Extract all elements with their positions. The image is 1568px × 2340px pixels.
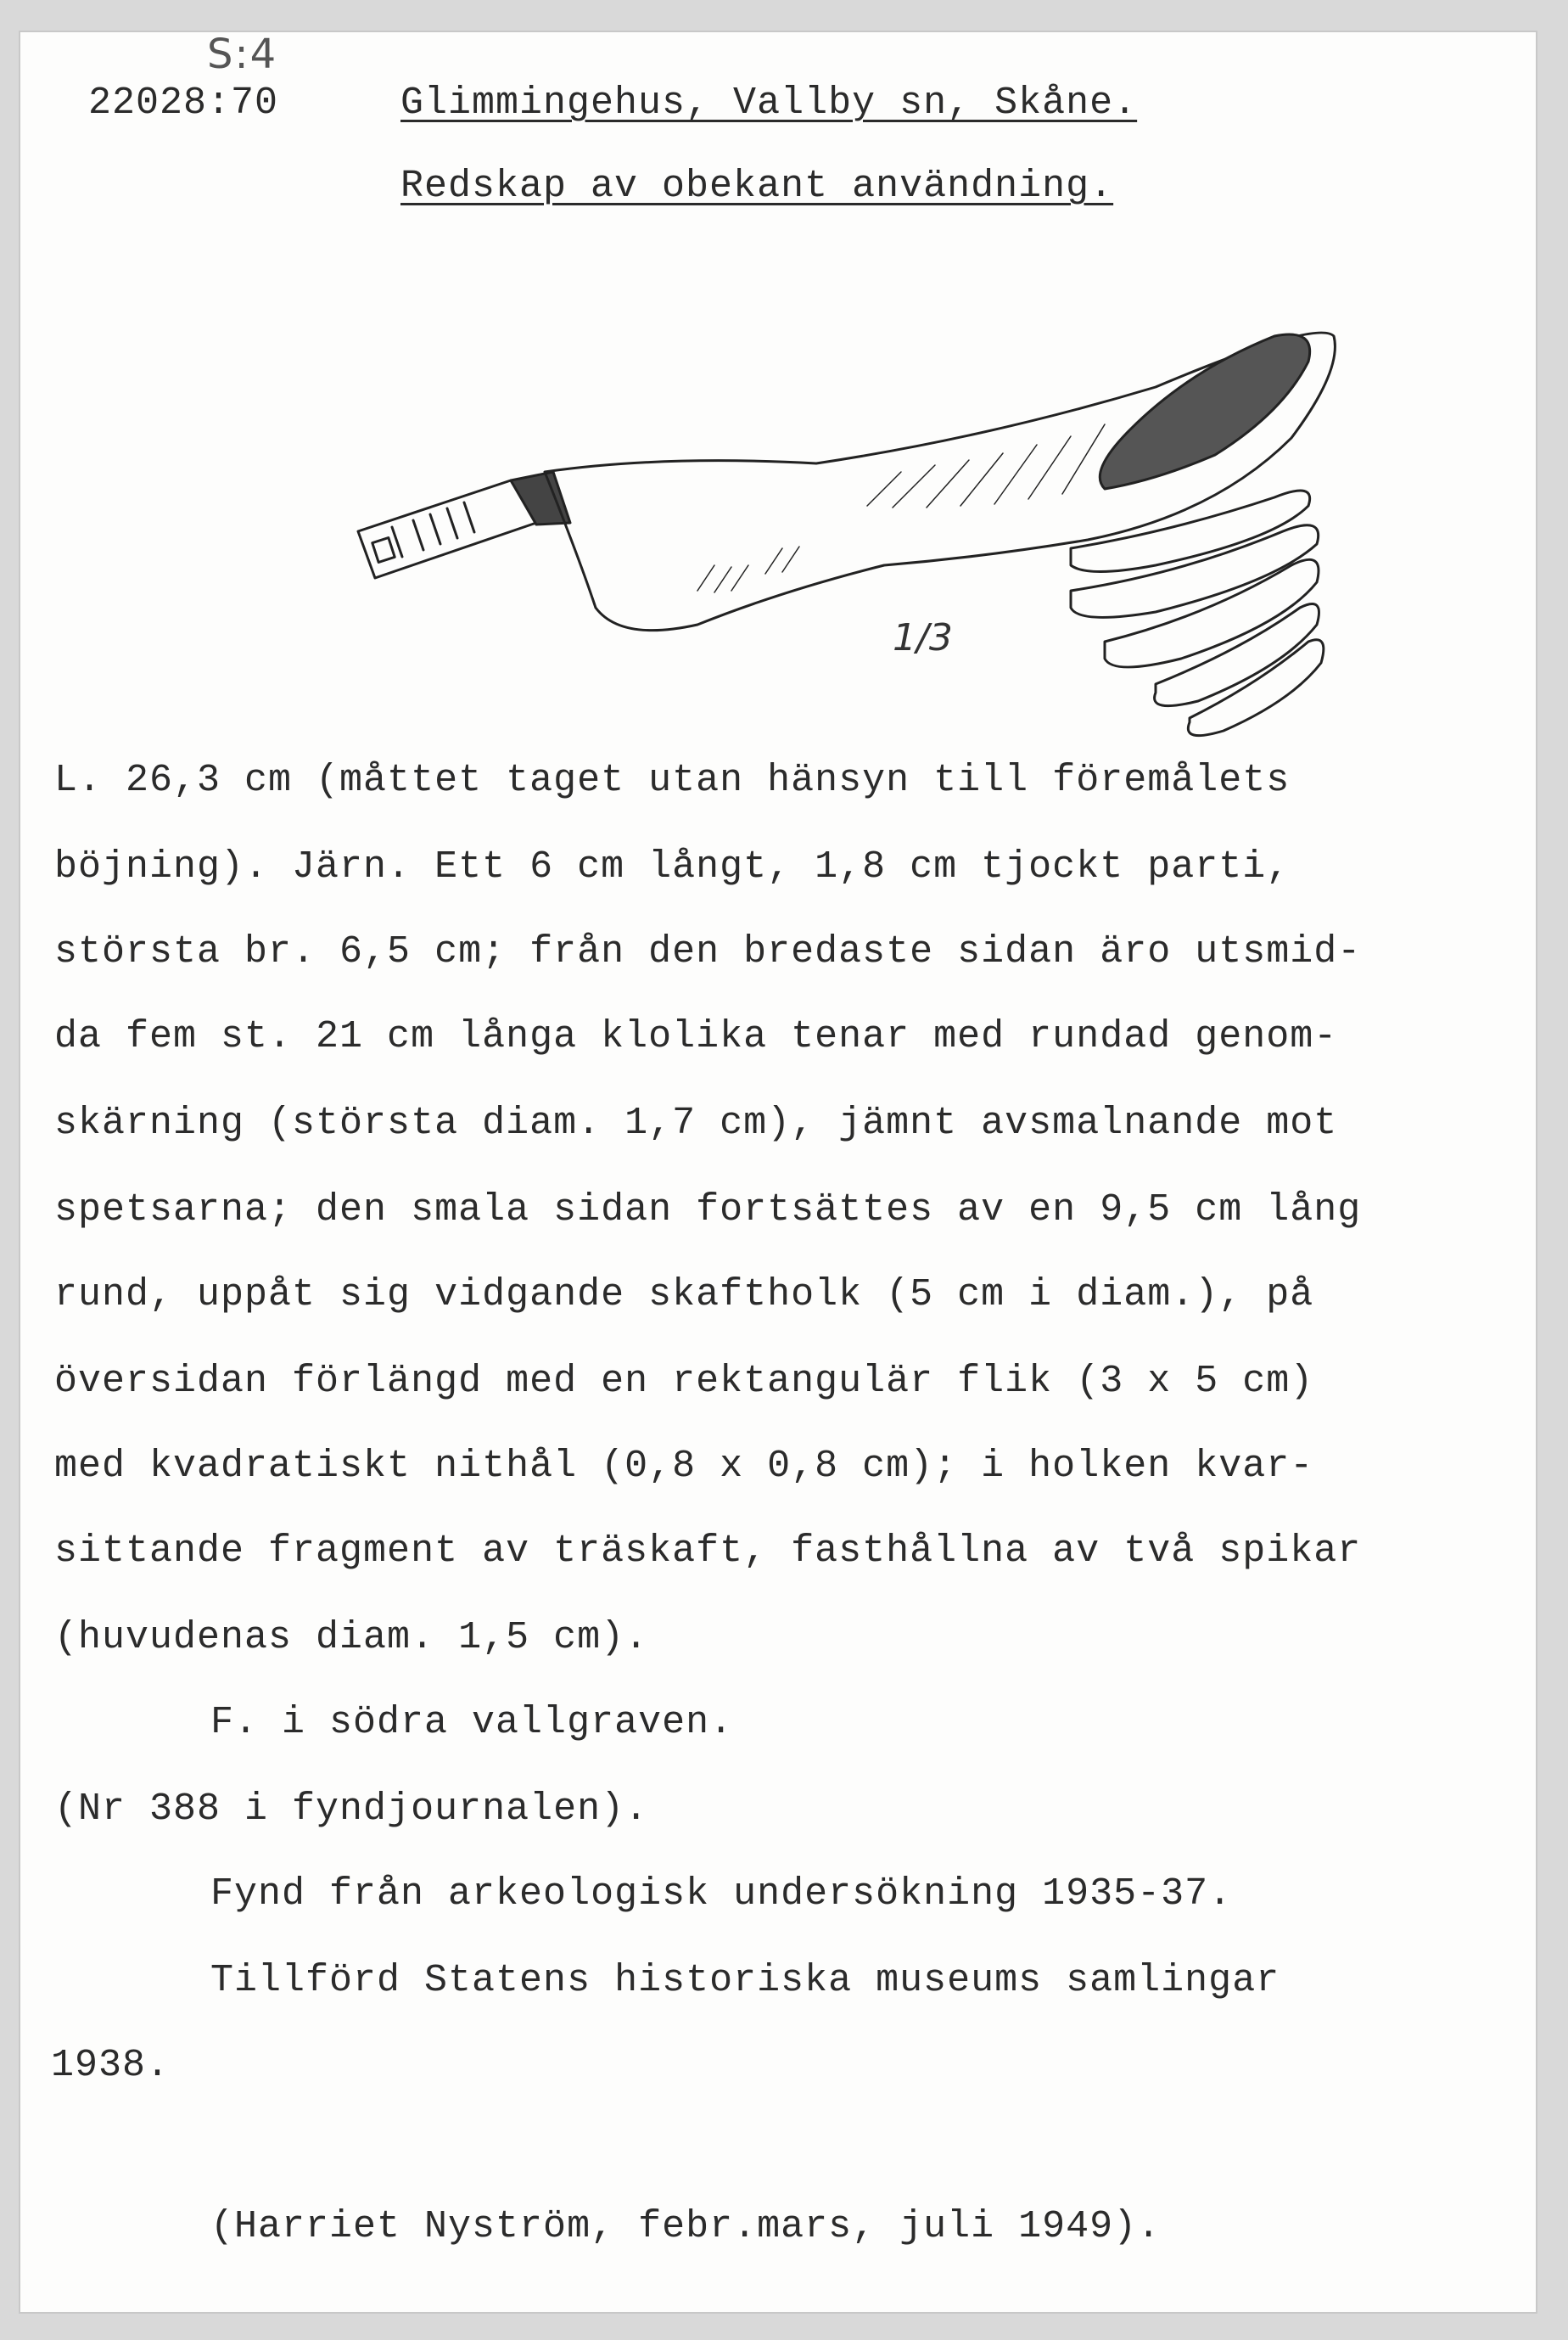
author-signature: (Harriet Nyström, febr.mars, juli 1949). bbox=[210, 2205, 1162, 2248]
description-line-7: rund, uppåt sig vidgande skaftholk (5 cm i diam.), på bbox=[54, 1273, 1314, 1316]
handwritten-mark: S:4 bbox=[207, 31, 278, 78]
inventory-number: 22028:70 bbox=[88, 81, 279, 125]
find-place: F. i södra vallgraven. bbox=[210, 1701, 734, 1744]
description-line-3: största br. 6,5 cm; från den bredaste sidan äro utsmid- bbox=[54, 930, 1362, 974]
description-line-11: (huvudenas diam. 1,5 cm). bbox=[54, 1616, 649, 1659]
catalog-card bbox=[19, 31, 1537, 2314]
description-line-10: sittande fragment av träskaft, fasthållna av två spikar bbox=[54, 1529, 1362, 1573]
description-line-5: skärning (största diam. 1,7 cm), jämnt avsmalnande mot bbox=[54, 1102, 1338, 1145]
find-transfer-line-1: Tillförd Statens historiska museums samlingar bbox=[210, 1959, 1280, 2002]
description-line-6: spetsarna; den smala sidan fortsättes av en 9,5 cm lång bbox=[54, 1188, 1362, 1232]
description-line-8: översidan förlängd med en rektangulär flik (3 x 5 cm) bbox=[54, 1360, 1314, 1403]
location-heading: Glimmingehus, Vallby sn, Skåne. bbox=[400, 81, 1138, 125]
description-line-1: L. 26,3 cm (måttet taget utan hänsyn till föremålets bbox=[54, 759, 1291, 802]
description-line-9: med kvadratiskt nithål (0,8 x 0,8 cm); i holken kvar- bbox=[54, 1445, 1314, 1488]
find-transfer-line-2: 1938. bbox=[51, 2044, 171, 2087]
object-title: Redskap av obekant användning. bbox=[400, 165, 1114, 208]
find-excavation: Fynd från arkeologisk undersökning 1935-37. bbox=[210, 1872, 1233, 1916]
description-line-4: da fem st. 21 cm långa klolika tenar med rundad genom- bbox=[54, 1015, 1338, 1058]
tool-drawing bbox=[341, 285, 1359, 744]
scale-note: 1/3 bbox=[893, 616, 953, 659]
find-journal: (Nr 388 i fyndjournalen). bbox=[54, 1787, 649, 1831]
description-line-2: böjning). Järn. Ett 6 cm långt, 1,8 cm tjockt parti, bbox=[54, 845, 1291, 889]
